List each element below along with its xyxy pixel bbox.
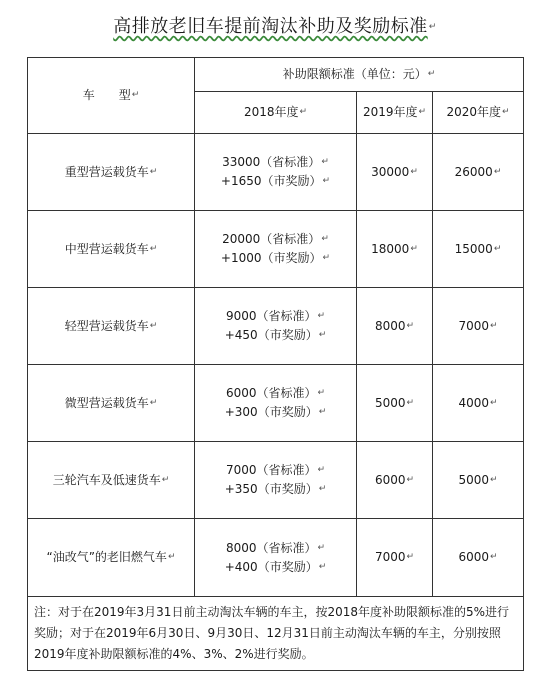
vehicle-type-cell: 重型营运载货车↵	[28, 134, 195, 211]
amount-2020-cell: 6000↵	[433, 519, 524, 597]
table-row	[28, 442, 524, 519]
amount-2019-cell: 6000↵	[357, 442, 433, 519]
table-note: 注：对于在2019年3月31日前主动淘汰车辆的车主，按2018年度补助限额标准的5%进行奖励；对于在2019年6月30日、9月30日、12月31日前主动淘汰车辆的车主，分别按照2019年度补助限额标准的4%、3%、2%进行奖励。	[28, 597, 524, 671]
amount-2018-cell: 33000（省标准）↵ +1650（市奖励）↵	[195, 134, 357, 211]
amount-2018-cell: 20000（省标准）↵ +1000（市奖励）↵	[195, 211, 357, 288]
amount-2019-cell: 7000↵	[357, 519, 433, 597]
vehicle-type-cell: “油改气”的老旧燃气车↵	[28, 519, 195, 597]
header-vehicle-type: 车 型↵	[28, 58, 195, 134]
table-row	[28, 519, 524, 597]
table-row	[28, 365, 524, 442]
vehicle-type-cell: 轻型营运载货车↵	[28, 288, 195, 365]
table-row	[28, 134, 524, 211]
amount-2019-cell: 8000↵	[357, 288, 433, 365]
amount-2019-cell: 18000↵	[357, 211, 433, 288]
header-year-2020: 2020年度↵	[433, 92, 524, 134]
amount-2018-cell: 7000（省标准）↵ +350（市奖励）↵	[195, 442, 357, 519]
amount-2020-cell: 7000↵	[433, 288, 524, 365]
amount-2018-cell: 9000（省标准）↵ +450（市奖励）↵	[195, 288, 357, 365]
table-row	[28, 288, 524, 365]
note-row	[28, 597, 524, 671]
vehicle-type-cell: 中型营运载货车↵	[28, 211, 195, 288]
vehicle-type-cell: 三轮汽车及低速货车↵	[28, 442, 195, 519]
document-title	[0, 12, 550, 38]
amount-2018-cell: 6000（省标准）↵ +300（市奖励）↵	[195, 365, 357, 442]
amount-2019-cell: 5000↵	[357, 365, 433, 442]
table-row	[28, 211, 524, 288]
header-year-2018: 2018年度↵	[195, 92, 357, 134]
vehicle-type-cell: 微型营运载货车↵	[28, 365, 195, 442]
paragraph-mark: ↵	[428, 22, 437, 32]
header-year-2019: 2019年度↵	[357, 92, 433, 134]
title-text: 高排放老旧车提前淘汰补助及奖励标准	[113, 16, 428, 37]
amount-2020-cell: 15000↵	[433, 211, 524, 288]
amount-2018-cell: 8000（省标准）↵ +400（市奖励）↵	[195, 519, 357, 597]
amount-2020-cell: 26000↵	[433, 134, 524, 211]
header-subsidy-standard: 补助限额标准（单位：元）↵	[195, 58, 524, 92]
amount-2020-cell: 5000↵	[433, 442, 524, 519]
subsidy-table	[27, 57, 524, 671]
amount-2020-cell: 4000↵	[433, 365, 524, 442]
amount-2019-cell: 30000↵	[357, 134, 433, 211]
